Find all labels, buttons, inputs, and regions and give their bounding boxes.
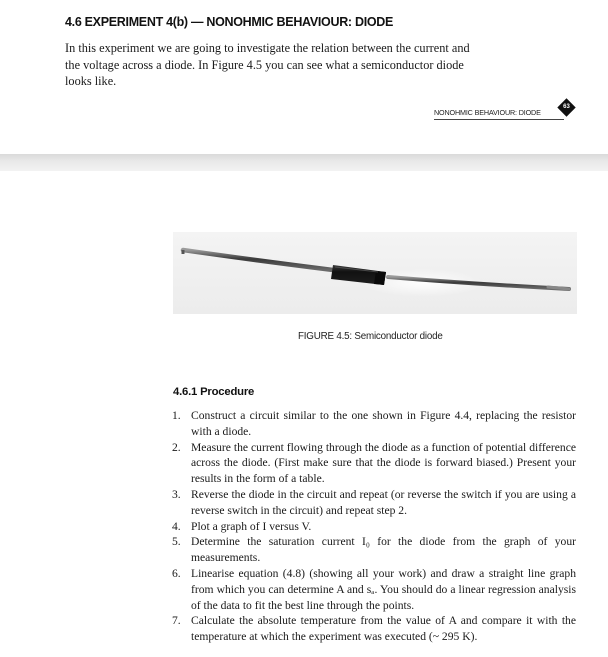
procedure-step [172,613,576,645]
step-text: Reverse the diode in the circuit and repeat (or reverse the switch if you are using a reverse switch in the circuit) and repeat step 2. [191,487,576,517]
step-text: Plot a graph of I versus V. [191,519,312,533]
procedure-title: 4.6.1 Procedure [173,386,255,398]
upper-page [0,0,608,157]
step-text: Determine the saturation current I₀ for the diode from the graph of your measurements. [191,535,576,565]
procedure-step [172,534,576,566]
intro-paragraph: In this experiment we are going to investigate the relation between the current and the voltage across a diode. In Figure 4.5 you can see what a semiconductor diode looks like. [65,41,470,88]
procedure-step [172,519,576,535]
page-number: 63 [563,104,570,110]
figure-caption: FIGURE 4.5: Semiconductor diode [298,331,443,342]
procedure-step [172,440,576,487]
step-text: Linearise equation (4.8) (showing all your work) and draw a straight line graph from which you can determine A and sₐ. You should do a linear regression analysis of the data to fit the best line through the points. [191,566,576,612]
step-number: 7. [172,614,181,628]
running-head-rule [434,119,564,120]
step-number: 6. [172,566,181,580]
diode-left-lead [183,250,333,270]
procedure-steps [172,408,576,645]
step-number: 5. [172,535,181,549]
section-title: 4.6 EXPERIMENT 4(b) — NONOHMIC BEHAVIOUR: DIODE [65,15,394,29]
running-head-text: NONOHMIC BEHAVIOUR: DIODE [434,108,541,117]
diode-photo [173,232,577,314]
step-text: Construct a circuit similar to the one shown in Figure 4.4, replacing the resistor with a diode. [191,409,576,438]
step-text: Measure the current flowing through the diode as a function of potential difference across the diode. (First make sure that the diode is forward biased.) Present your results in the form of a table. [191,440,576,486]
step-number: 1. [172,409,181,422]
running-head [434,105,574,121]
procedure-step [172,566,576,613]
step-number: 2. [172,440,181,454]
procedure-step [172,408,576,440]
procedure-step [172,487,576,519]
step-number: 4. [172,519,181,533]
step-number: 3. [172,487,181,501]
diode-body [331,265,386,285]
step-text: Calculate the absolute temperature from the value of A and compare it with the temperature at which the experiment was executed (~ 295 K). [191,614,576,644]
page-separator [0,154,608,171]
